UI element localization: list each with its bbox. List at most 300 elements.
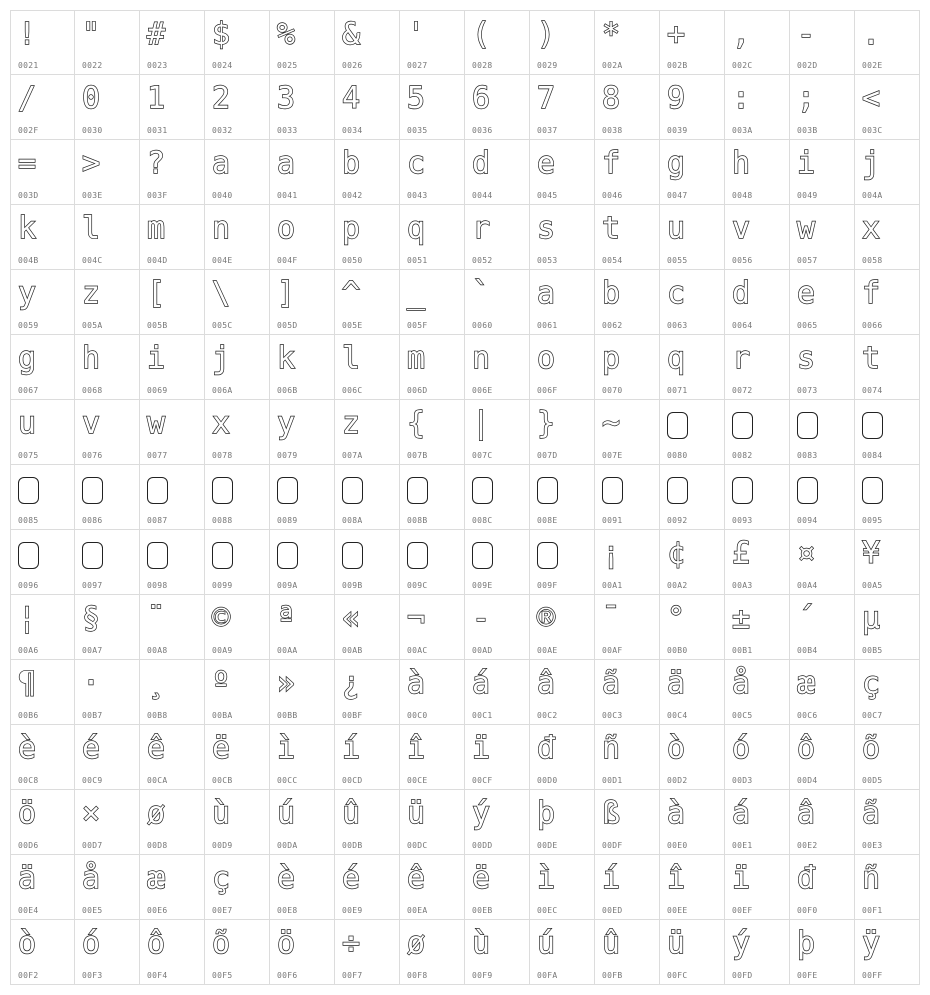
glyph-codepoint: 00A4 — [797, 581, 818, 590]
glyph-codepoint: 002A — [602, 61, 623, 70]
glyph-sample: á — [472, 666, 491, 701]
glyph-cell — [530, 270, 595, 335]
glyph-sample: n — [472, 341, 491, 376]
glyph-codepoint: 0067 — [18, 386, 39, 395]
glyph-sample: « — [342, 601, 361, 636]
glyph-codepoint: 00E3 — [862, 841, 883, 850]
glyph-codepoint: 0037 — [537, 126, 558, 135]
glyph-cell — [400, 790, 465, 855]
glyph-cell — [270, 400, 335, 465]
glyph-codepoint: 00C0 — [407, 711, 428, 720]
glyph-sample: é — [82, 731, 101, 766]
glyph-codepoint: 00CA — [147, 776, 168, 785]
glyph-codepoint: 0061 — [537, 321, 558, 330]
glyph-cell — [530, 595, 595, 660]
glyph-sample: § — [82, 601, 101, 636]
glyph-codepoint: 005E — [342, 321, 363, 330]
glyph-codepoint: 0074 — [862, 386, 883, 395]
glyph-codepoint: 00AC — [407, 646, 428, 655]
glyph-codepoint: 004F — [277, 256, 298, 265]
glyph-sample: ë — [472, 861, 491, 896]
glyph-cell — [465, 335, 530, 400]
glyph-sample: ? — [147, 146, 166, 181]
glyph-sample: ý — [472, 796, 491, 831]
glyph-cell — [855, 725, 920, 790]
glyph-cell — [205, 335, 270, 400]
glyph-codepoint: 008E — [537, 516, 558, 525]
glyph-sample: æ — [797, 666, 816, 701]
glyph-sample: g — [667, 146, 686, 181]
glyph-cell — [790, 660, 855, 725]
glyph-sample: ÿ — [862, 926, 881, 961]
glyph-sample: µ — [862, 601, 881, 636]
glyph-cell — [855, 140, 920, 205]
missing-glyph-box — [335, 469, 397, 509]
glyph-cell — [140, 75, 205, 140]
glyph-cell — [530, 790, 595, 855]
glyph-cell — [75, 10, 140, 75]
glyph-sample: ó — [732, 731, 751, 766]
glyph-codepoint: 00DA — [277, 841, 298, 850]
glyph-codepoint: 00F6 — [277, 971, 298, 980]
glyph-cell — [270, 140, 335, 205]
glyph-codepoint: 00DC — [407, 841, 428, 850]
glyph-codepoint: 00B0 — [667, 646, 688, 655]
glyph-cell — [465, 725, 530, 790]
glyph-cell — [400, 920, 465, 985]
glyph-sample: w — [797, 211, 816, 246]
glyph-codepoint: 00B1 — [732, 646, 753, 655]
glyph-codepoint: 00E4 — [18, 906, 39, 915]
glyph-sample: . — [862, 17, 881, 52]
glyph-codepoint: 00DB — [342, 841, 363, 850]
glyph-codepoint: 0024 — [212, 61, 233, 70]
glyph-sample: ê — [147, 731, 166, 766]
glyph-sample: à — [407, 666, 426, 701]
glyph-cell — [530, 75, 595, 140]
glyph-cell — [855, 530, 920, 595]
glyph-cell — [205, 725, 270, 790]
glyph-codepoint: 0058 — [862, 256, 883, 265]
glyph-cell — [530, 205, 595, 270]
glyph-sample: ^ — [342, 276, 361, 311]
glyph-sample: > — [82, 146, 101, 181]
glyph-cell — [335, 205, 400, 270]
missing-glyph-box — [140, 469, 202, 509]
glyph-codepoint: 0071 — [667, 386, 688, 395]
glyph-codepoint: 005A — [82, 321, 103, 330]
glyph-sample: ç — [212, 861, 231, 896]
glyph-sample: ó — [82, 926, 101, 961]
glyph-sample: } — [537, 406, 556, 441]
glyph-codepoint: 008C — [472, 516, 493, 525]
glyph-cell — [595, 855, 660, 920]
glyph-cell — [790, 400, 855, 465]
glyph-sample: ã — [602, 666, 621, 701]
glyph-codepoint: 0069 — [147, 386, 168, 395]
glyph-codepoint: 00CC — [277, 776, 298, 785]
glyph-codepoint: 0043 — [407, 191, 428, 200]
glyph-cell — [10, 465, 75, 530]
glyph-codepoint: 00AF — [602, 646, 623, 655]
glyph-cell — [75, 855, 140, 920]
glyph-sample: = — [18, 146, 37, 181]
glyph-cell — [75, 920, 140, 985]
glyph-codepoint: 0040 — [212, 191, 233, 200]
glyph-cell — [725, 530, 790, 595]
glyph-codepoint: 00F9 — [472, 971, 493, 980]
glyph-cell — [855, 465, 920, 530]
missing-glyph-box — [465, 469, 527, 509]
glyph-cell — [335, 75, 400, 140]
glyph-sample: m — [407, 341, 426, 376]
glyph-codepoint: 00B8 — [147, 711, 168, 720]
glyph-cell — [530, 400, 595, 465]
glyph-cell — [660, 335, 725, 400]
glyph-sample: 1 — [147, 81, 166, 116]
glyph-codepoint: 00DE — [537, 841, 558, 850]
glyph-cell — [335, 790, 400, 855]
glyph-sample: | — [472, 406, 491, 441]
glyph-codepoint: 0021 — [18, 61, 39, 70]
glyph-sample: × — [82, 796, 101, 831]
glyph-sample: d — [732, 276, 751, 311]
glyph-codepoint: 008B — [407, 516, 428, 525]
glyph-codepoint: 008A — [342, 516, 363, 525]
glyph-sample: è — [277, 861, 296, 896]
missing-glyph-box — [205, 469, 267, 509]
glyph-codepoint: 00CD — [342, 776, 363, 785]
glyph-cell — [725, 400, 790, 465]
glyph-codepoint: 00F5 — [212, 971, 233, 980]
glyph-codepoint: 002E — [862, 61, 883, 70]
glyph-sample: b — [602, 276, 621, 311]
glyph-codepoint: 00F8 — [407, 971, 428, 980]
glyph-codepoint: 006C — [342, 386, 363, 395]
glyph-cell — [140, 335, 205, 400]
glyph-codepoint: 00D2 — [667, 776, 688, 785]
glyph-codepoint: 006A — [212, 386, 233, 395]
glyph-codepoint: 007E — [602, 451, 623, 460]
missing-glyph-box — [790, 404, 852, 444]
glyph-sample: ý — [732, 926, 751, 961]
glyph-codepoint: 00A6 — [18, 646, 39, 655]
glyph-sample: ò — [667, 731, 686, 766]
glyph-sample: t — [862, 341, 881, 376]
glyph-cell — [530, 920, 595, 985]
glyph-cell — [790, 855, 855, 920]
glyph-codepoint: 00FB — [602, 971, 623, 980]
glyph-cell — [140, 530, 205, 595]
missing-glyph-box — [595, 469, 657, 509]
glyph-cell — [335, 855, 400, 920]
glyph-sample: l — [342, 341, 361, 376]
glyph-sample: q — [407, 211, 426, 246]
glyph-codepoint: 00DF — [602, 841, 623, 850]
missing-glyph-box — [790, 469, 852, 509]
glyph-codepoint: 003F — [147, 191, 168, 200]
glyph-codepoint: 0059 — [18, 321, 39, 330]
glyph-sample: t — [602, 211, 621, 246]
glyph-codepoint: 007C — [472, 451, 493, 460]
glyph-sample: ë — [212, 731, 231, 766]
glyph-codepoint: 0098 — [147, 581, 168, 590]
glyph-sample: ø — [147, 796, 166, 831]
glyph-codepoint: 00C4 — [667, 711, 688, 720]
glyph-codepoint: 0076 — [82, 451, 103, 460]
glyph-sample: m — [147, 211, 166, 246]
glyph-sample: $ — [212, 17, 231, 52]
glyph-cell — [270, 530, 335, 595]
glyph-codepoint: 00AB — [342, 646, 363, 655]
glyph-sample: h — [82, 341, 101, 376]
glyph-sample: ì — [277, 731, 296, 766]
glyph-codepoint: 00E9 — [342, 906, 363, 915]
glyph-sample: í — [342, 731, 361, 766]
glyph-codepoint: 0044 — [472, 191, 493, 200]
glyph-codepoint: 0093 — [732, 516, 753, 525]
glyph-cell — [140, 660, 205, 725]
glyph-cell — [725, 335, 790, 400]
glyph-codepoint: 0063 — [667, 321, 688, 330]
glyph-sample: ñ — [862, 861, 881, 896]
glyph-codepoint: 0050 — [342, 256, 363, 265]
glyph-cell — [660, 595, 725, 660]
glyph-cell — [140, 920, 205, 985]
glyph-cell — [465, 920, 530, 985]
glyph-cell — [10, 75, 75, 140]
glyph-cell — [530, 855, 595, 920]
missing-glyph-box — [855, 469, 917, 509]
glyph-codepoint: 006F — [537, 386, 558, 395]
glyph-codepoint: 0046 — [602, 191, 623, 200]
glyph-cell — [855, 920, 920, 985]
glyph-codepoint: 00CB — [212, 776, 233, 785]
glyph-sample: ô — [797, 731, 816, 766]
glyph-sample: 0 — [82, 81, 101, 116]
glyph-sample: ¨ — [147, 601, 166, 636]
glyph-codepoint: 0091 — [602, 516, 623, 525]
glyph-sample: - — [472, 601, 491, 636]
glyph-cell — [75, 790, 140, 855]
missing-glyph-box — [400, 469, 462, 509]
glyph-cell — [595, 140, 660, 205]
glyph-codepoint: 002C — [732, 61, 753, 70]
glyph-cell — [335, 725, 400, 790]
glyph-sample: 3 — [277, 81, 296, 116]
glyph-sample: ï — [732, 861, 751, 896]
glyph-codepoint: 00EF — [732, 906, 753, 915]
glyph-cell — [270, 790, 335, 855]
glyph-codepoint: 00A7 — [82, 646, 103, 655]
glyph-codepoint: 0080 — [667, 451, 688, 460]
glyph-codepoint: 00E5 — [82, 906, 103, 915]
glyph-sample: k — [18, 211, 37, 246]
glyph-cell — [660, 790, 725, 855]
glyph-codepoint: 00D9 — [212, 841, 233, 850]
glyph-codepoint: 00F3 — [82, 971, 103, 980]
glyph-codepoint: 00A8 — [147, 646, 168, 655]
glyph-cell — [595, 790, 660, 855]
glyph-codepoint: 006E — [472, 386, 493, 395]
glyph-codepoint: 00F0 — [797, 906, 818, 915]
glyph-cell — [140, 205, 205, 270]
glyph-sample: ; — [797, 81, 816, 116]
glyph-sample: £ — [732, 536, 751, 571]
glyph-cell — [75, 465, 140, 530]
glyph-sample: ü — [667, 926, 686, 961]
glyph-cell — [400, 270, 465, 335]
glyph-cell — [530, 530, 595, 595]
glyph-cell — [270, 75, 335, 140]
glyph-cell — [10, 790, 75, 855]
glyph-cell — [400, 335, 465, 400]
glyph-codepoint: 006B — [277, 386, 298, 395]
glyph-codepoint: 0079 — [277, 451, 298, 460]
glyph-codepoint: 0064 — [732, 321, 753, 330]
glyph-sample: a — [537, 276, 556, 311]
glyph-cell — [530, 10, 595, 75]
glyph-cell — [530, 335, 595, 400]
glyph-sample: ê — [407, 861, 426, 896]
glyph-cell — [595, 465, 660, 530]
glyph-cell — [465, 855, 530, 920]
glyph-codepoint: 0045 — [537, 191, 558, 200]
glyph-sample: â — [797, 796, 816, 831]
glyph-codepoint: 00E1 — [732, 841, 753, 850]
glyph-cell — [335, 10, 400, 75]
glyph-sample: x — [862, 211, 881, 246]
glyph-codepoint: 00F2 — [18, 971, 39, 980]
glyph-codepoint: 002F — [18, 126, 39, 135]
glyph-cell — [660, 140, 725, 205]
glyph-codepoint: 0086 — [82, 516, 103, 525]
glyph-codepoint: 004C — [82, 256, 103, 265]
glyph-codepoint: 0051 — [407, 256, 428, 265]
glyph-sample: w — [147, 406, 166, 441]
glyph-sample: p — [342, 211, 361, 246]
glyph-codepoint: 0038 — [602, 126, 623, 135]
glyph-cell — [660, 855, 725, 920]
glyph-codepoint: 0092 — [667, 516, 688, 525]
glyph-sample: k — [277, 341, 296, 376]
glyph-sample: j — [212, 341, 231, 376]
glyph-cell — [530, 465, 595, 530]
glyph-cell — [465, 140, 530, 205]
glyph-cell — [595, 725, 660, 790]
glyph-cell — [790, 595, 855, 660]
glyph-codepoint: 0096 — [18, 581, 39, 590]
glyph-codepoint: 0087 — [147, 516, 168, 525]
glyph-codepoint: 00FD — [732, 971, 753, 980]
glyph-codepoint: 0032 — [212, 126, 233, 135]
glyph-codepoint: 00AA — [277, 646, 298, 655]
glyph-cell — [205, 790, 270, 855]
glyph-cell — [205, 855, 270, 920]
glyph-cell — [270, 335, 335, 400]
glyph-sample: " — [82, 17, 101, 52]
glyph-cell — [75, 660, 140, 725]
glyph-sample: ¢ — [667, 536, 686, 571]
glyph-sample: / — [18, 81, 37, 116]
glyph-cell — [140, 855, 205, 920]
glyph-codepoint: 0099 — [212, 581, 233, 590]
glyph-sample: » — [277, 666, 296, 701]
glyph-cell — [270, 920, 335, 985]
glyph-cell — [595, 75, 660, 140]
glyph-codepoint: 00C1 — [472, 711, 493, 720]
glyph-cell — [400, 725, 465, 790]
glyph-codepoint: 00C5 — [732, 711, 753, 720]
glyph-cell — [75, 335, 140, 400]
glyph-codepoint: 00AD — [472, 646, 493, 655]
glyph-sample: u — [667, 211, 686, 246]
glyph-codepoint: 0029 — [537, 61, 558, 70]
glyph-sample: ú — [537, 926, 556, 961]
glyph-cell — [335, 595, 400, 660]
glyph-sample: ) — [537, 17, 556, 52]
glyph-codepoint: 00DD — [472, 841, 493, 850]
glyph-sample: : — [732, 81, 751, 116]
glyph-sample: ª — [277, 601, 296, 636]
glyph-cell — [75, 400, 140, 465]
glyph-codepoint: 00D6 — [18, 841, 39, 850]
glyph-sample: ! — [18, 17, 37, 52]
glyph-sample: _ — [407, 276, 426, 311]
glyph-cell — [790, 335, 855, 400]
glyph-codepoint: 0042 — [342, 191, 363, 200]
glyph-sample: j — [862, 146, 881, 181]
glyph-sample: î — [667, 861, 686, 896]
glyph-codepoint: 00AE — [537, 646, 558, 655]
glyph-cell — [595, 335, 660, 400]
glyph-codepoint: 0026 — [342, 61, 363, 70]
glyph-codepoint: 006D — [407, 386, 428, 395]
glyph-codepoint: 00D7 — [82, 841, 103, 850]
glyph-cell — [790, 270, 855, 335]
glyph-sample: ô — [147, 926, 166, 961]
glyph-sample: đ — [797, 861, 816, 896]
glyph-cell — [725, 660, 790, 725]
glyph-sample: ¸ — [147, 666, 166, 701]
glyph-sample: o — [537, 341, 556, 376]
glyph-sample: õ — [212, 926, 231, 961]
glyph-codepoint: 00BA — [212, 711, 233, 720]
glyph-sample: f — [862, 276, 881, 311]
glyph-cell — [465, 10, 530, 75]
glyph-cell — [75, 270, 140, 335]
glyph-sample: 4 — [342, 81, 361, 116]
glyph-sample: ´ — [797, 601, 816, 636]
glyph-sample: g — [18, 341, 37, 376]
glyph-cell — [10, 855, 75, 920]
glyph-codepoint: 0062 — [602, 321, 623, 330]
glyph-cell — [10, 140, 75, 205]
glyph-codepoint: 004E — [212, 256, 233, 265]
glyph-sample: ¬ — [407, 601, 426, 636]
glyph-codepoint: 00BF — [342, 711, 363, 720]
glyph-codepoint: 00A9 — [212, 646, 233, 655]
glyph-codepoint: 0068 — [82, 386, 103, 395]
glyph-cell — [855, 595, 920, 660]
glyph-cell — [140, 140, 205, 205]
glyph-sample: á — [732, 796, 751, 831]
glyph-codepoint: 00A3 — [732, 581, 753, 590]
glyph-codepoint: 004D — [147, 256, 168, 265]
glyph-sample: [ — [147, 276, 166, 311]
glyph-codepoint: 00A2 — [667, 581, 688, 590]
glyph-cell — [10, 920, 75, 985]
